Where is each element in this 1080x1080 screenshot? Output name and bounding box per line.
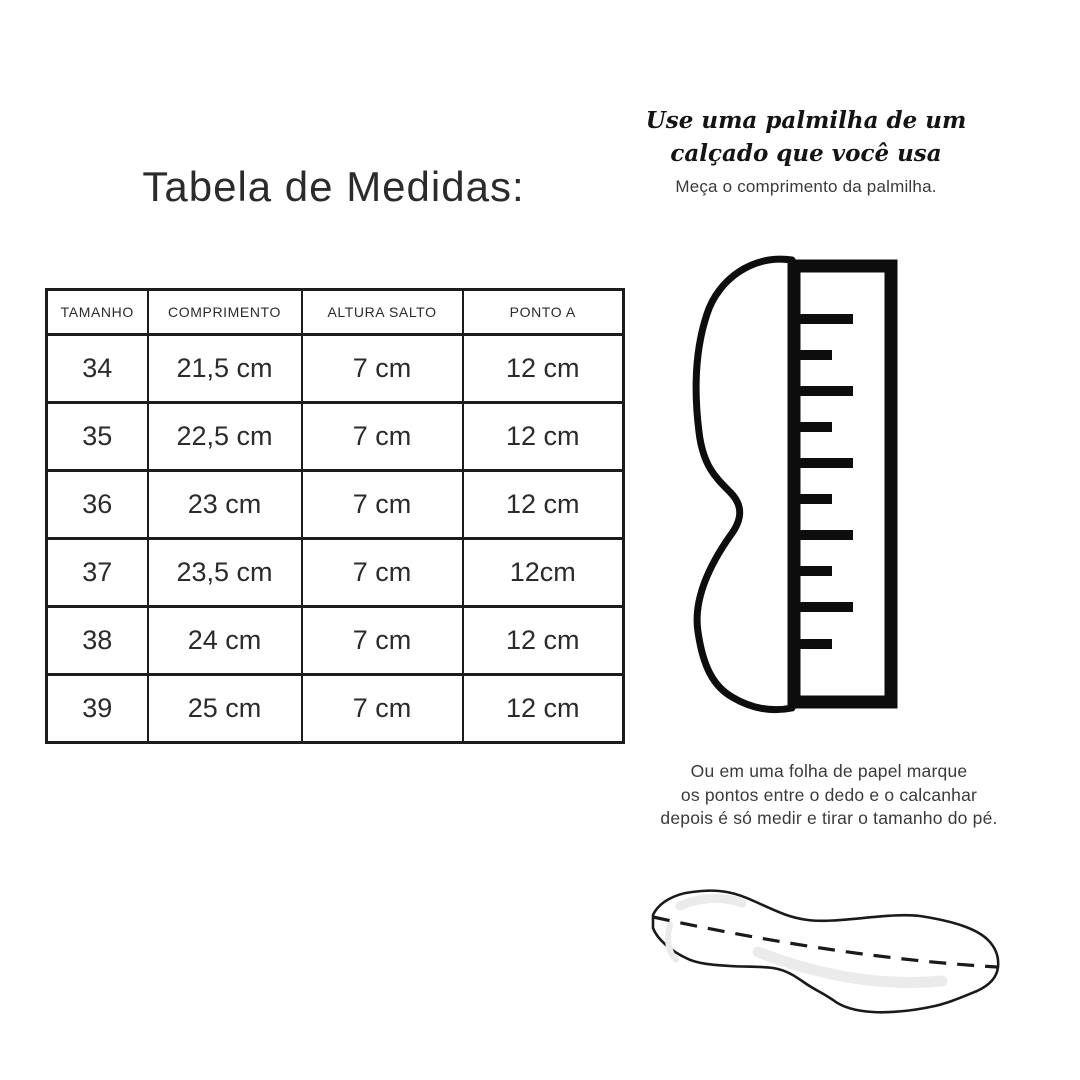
cell-size: 38 [47,607,148,675]
insole-subtext: Meça o comprimento da palmilha. [675,177,937,196]
cell-altura: 7 cm [302,471,463,539]
cell-altura: 7 cm [302,607,463,675]
table-row [47,335,624,403]
cell-comprimento: 25 cm [148,675,302,743]
cell-ponto-a: 12cm [463,539,624,607]
insole-heading-line2: calçado que você usa [670,140,942,167]
cell-ponto-a: 12 cm [463,403,624,471]
column-header-tamanho: TAMANHO [47,290,148,335]
cell-altura: 7 cm [302,675,463,743]
paper-note-line2: os pontos entre o dedo e o calcanhar [680,784,978,805]
table-row [47,607,624,675]
size-table [45,288,625,744]
cell-size: 35 [47,403,148,471]
table-row [47,675,624,743]
table-header-row [47,290,624,335]
cell-size: 39 [47,675,148,743]
cell-altura: 7 cm [302,335,463,403]
column-header-altura-salto: ALTURA SALTO [302,290,463,335]
paper-note-line3: depois é só medir e tirar o tamanho do pé. [660,808,998,828]
cell-size: 34 [47,335,148,403]
column-header-comprimento: COMPRIMENTO [148,290,302,335]
page-title: Tabela de Medidas: [142,163,525,210]
insole-instruction-block [616,104,996,197]
cell-comprimento: 23 cm [148,471,302,539]
cell-ponto-a: 12 cm [463,335,624,403]
cell-ponto-a: 12 cm [463,675,624,743]
paper-note-line1: Ou em uma folha de papel marque [690,761,968,781]
cell-comprimento: 22,5 cm [148,403,302,471]
cell-size: 37 [47,539,148,607]
cell-altura: 7 cm [302,539,463,607]
insole-with-ruler-icon [660,240,920,730]
cell-ponto-a: 12 cm [463,607,624,675]
cell-comprimento: 24 cm [148,607,302,675]
table-row [47,471,624,539]
cell-ponto-a: 12 cm [463,471,624,539]
paper-note-block [634,760,1024,831]
table-row [47,403,624,471]
table-row [47,539,624,607]
cell-altura: 7 cm [302,403,463,471]
foot-outline-dashed-measure-icon [640,880,1020,1040]
cell-size: 36 [47,471,148,539]
insole-heading-line1: Use uma palmilha de um [645,107,967,134]
cell-comprimento: 23,5 cm [148,539,302,607]
column-header-ponto-a: PONTO A [463,290,624,335]
cell-comprimento: 21,5 cm [148,335,302,403]
